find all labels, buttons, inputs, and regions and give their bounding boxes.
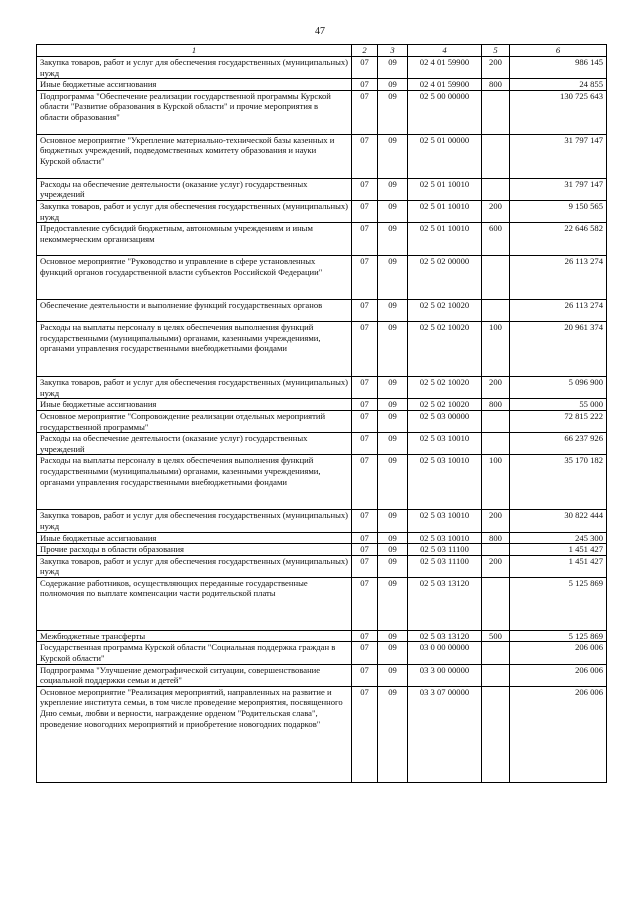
row-name: Основное мероприятие "Реализация мероприятий, направленных на развитие и укрепление института семьи, в том числе проведение мероприятия, посвященного Дню семьи, любви и верности, награждение орденом "Родительская слава", проведение новогодних мероприятий и приобретение новогодних подарков" — [37, 686, 352, 782]
row-expense-type — [482, 642, 510, 664]
row-name: Закупка товаров, работ и услуг для обеспечения государственных (муниципальных) нужд — [37, 510, 352, 532]
row-subsection: 09 — [378, 642, 408, 664]
row-amount: 206 006 — [510, 664, 607, 686]
row-name: Закупка товаров, работ и услуг для обеспечения государственных (муниципальных) нужд — [37, 57, 352, 79]
row-amount: 55 000 — [510, 399, 607, 411]
row-subsection: 09 — [378, 532, 408, 544]
row-target-article: 02 4 01 59900 — [408, 57, 482, 79]
table-row — [37, 410, 607, 432]
row-target-article: 02 5 03 11100 — [408, 555, 482, 577]
row-amount: 24 855 — [510, 79, 607, 91]
row-subsection: 09 — [378, 410, 408, 432]
row-subsection: 09 — [378, 200, 408, 222]
row-expense-type: 200 — [482, 200, 510, 222]
row-name: Иные бюджетные ассигнования — [37, 399, 352, 411]
table-row — [37, 433, 607, 455]
table-row — [37, 79, 607, 91]
row-section: 07 — [352, 178, 378, 200]
row-subsection: 09 — [378, 79, 408, 91]
row-subsection: 09 — [378, 555, 408, 577]
row-amount: 206 006 — [510, 642, 607, 664]
row-section: 07 — [352, 57, 378, 79]
row-expense-type — [482, 577, 510, 630]
row-section: 07 — [352, 630, 378, 642]
row-section: 07 — [352, 256, 378, 300]
row-section: 07 — [352, 686, 378, 782]
row-amount: 20 961 374 — [510, 322, 607, 377]
header-col-3: 3 — [378, 45, 408, 57]
row-expense-type: 500 — [482, 630, 510, 642]
table-row — [37, 90, 607, 134]
table-header-row — [37, 45, 607, 57]
row-subsection: 09 — [378, 256, 408, 300]
row-name: Расходы на обеспечение деятельности (оказание услуг) государственных учреждений — [37, 433, 352, 455]
table-row — [37, 178, 607, 200]
row-name: Закупка товаров, работ и услуг для обеспечения государственных (муниципальных) нужд — [37, 377, 352, 399]
row-expense-type — [482, 300, 510, 322]
row-name: Основное мероприятие "Руководство и управление в сфере установленных функций органов государственной власти субъектов Российской Федерации" — [37, 256, 352, 300]
row-expense-type: 200 — [482, 377, 510, 399]
row-section: 07 — [352, 90, 378, 134]
row-amount: 130 725 643 — [510, 90, 607, 134]
table-row — [37, 256, 607, 300]
row-amount: 5 125 869 — [510, 630, 607, 642]
row-name: Основное мероприятие "Укрепление материально-технической базы казенных и бюджетных учреждений, подведомственных комитету образования и науки Курской области" — [37, 134, 352, 178]
row-name: Иные бюджетные ассигнования — [37, 532, 352, 544]
row-section: 07 — [352, 577, 378, 630]
header-col-5: 5 — [482, 45, 510, 57]
row-name: Содержание работников, осуществляющих переданные государственные полномочия по выплате компенсации части родительской платы — [37, 577, 352, 630]
row-target-article: 02 5 02 10020 — [408, 399, 482, 411]
row-section: 07 — [352, 377, 378, 399]
table-row — [37, 455, 607, 510]
row-amount: 30 822 444 — [510, 510, 607, 532]
row-name: Подпрограмма "Обеспечение реализации государственной программы Курской области "Развитие образования в Курской области" и прочие мероприятия в области образования" — [37, 90, 352, 134]
row-name: Расходы на выплаты персоналу в целях обеспечения выполнения функций государственными (муниципальными) органами, казенными учреждениями, органами управления государственными внебюджетными фондами — [37, 322, 352, 377]
row-amount: 31 797 147 — [510, 178, 607, 200]
row-section: 07 — [352, 79, 378, 91]
row-amount: 986 145 — [510, 57, 607, 79]
table-row — [37, 510, 607, 532]
row-target-article: 02 5 03 11100 — [408, 544, 482, 556]
row-section: 07 — [352, 664, 378, 686]
row-subsection: 09 — [378, 223, 408, 256]
row-subsection: 09 — [378, 57, 408, 79]
row-subsection: 09 — [378, 577, 408, 630]
row-name: Межбюджетные трансферты — [37, 630, 352, 642]
row-amount: 1 451 427 — [510, 544, 607, 556]
row-target-article: 02 5 03 13120 — [408, 630, 482, 642]
row-target-article: 02 5 03 10010 — [408, 433, 482, 455]
row-name: Расходы на выплаты персоналу в целях обеспечения выполнения функций государственными (муниципальными) органами, казенными учреждениями, органами управления государственными внебюджетными фондами — [37, 455, 352, 510]
row-expense-type — [482, 664, 510, 686]
table-row — [37, 686, 607, 782]
row-target-article: 02 5 02 10020 — [408, 322, 482, 377]
row-target-article: 02 5 03 10010 — [408, 532, 482, 544]
row-expense-type: 800 — [482, 399, 510, 411]
row-target-article: 02 4 01 59900 — [408, 79, 482, 91]
row-expense-type: 200 — [482, 57, 510, 79]
row-target-article: 02 5 03 10010 — [408, 455, 482, 510]
row-subsection: 09 — [378, 399, 408, 411]
row-subsection: 09 — [378, 178, 408, 200]
table-row — [37, 300, 607, 322]
header-col-1: 1 — [37, 45, 352, 57]
row-amount: 9 150 565 — [510, 200, 607, 222]
row-expense-type: 600 — [482, 223, 510, 256]
header-col-2: 2 — [352, 45, 378, 57]
row-expense-type: 200 — [482, 555, 510, 577]
row-name: Подпрограмма "Улучшение демографической ситуации, совершенствование социальной поддержки семьи и детей" — [37, 664, 352, 686]
page-number: 47 — [315, 26, 325, 37]
row-subsection: 09 — [378, 90, 408, 134]
row-section: 07 — [352, 134, 378, 178]
row-amount: 66 237 926 — [510, 433, 607, 455]
row-expense-type — [482, 178, 510, 200]
row-subsection: 09 — [378, 664, 408, 686]
row-amount: 206 006 — [510, 686, 607, 782]
row-section: 07 — [352, 433, 378, 455]
table-row — [37, 322, 607, 377]
row-target-article: 03 3 07 00000 — [408, 686, 482, 782]
row-subsection: 09 — [378, 686, 408, 782]
row-name: Государственная программа Курской области "Социальная поддержка граждан в Курской области" — [37, 642, 352, 664]
row-target-article: 03 3 00 00000 — [408, 664, 482, 686]
row-amount: 72 815 222 — [510, 410, 607, 432]
row-name: Обеспечение деятельности и выполнение функций государственных органов — [37, 300, 352, 322]
row-expense-type — [482, 544, 510, 556]
row-target-article: 02 5 01 00000 — [408, 134, 482, 178]
row-amount: 26 113 274 — [510, 300, 607, 322]
row-target-article: 02 5 02 10020 — [408, 377, 482, 399]
row-amount: 5 125 869 — [510, 577, 607, 630]
table-row — [37, 399, 607, 411]
header-col-6: 6 — [510, 45, 607, 57]
row-subsection: 09 — [378, 134, 408, 178]
row-amount: 245 300 — [510, 532, 607, 544]
row-amount: 22 646 582 — [510, 223, 607, 256]
row-target-article: 02 5 03 13120 — [408, 577, 482, 630]
table-row — [37, 544, 607, 556]
row-name: Предоставление субсидий бюджетным, автономным учреждениям и иным некоммерческим организациям — [37, 223, 352, 256]
table-row — [37, 577, 607, 630]
row-target-article: 02 5 03 00000 — [408, 410, 482, 432]
table-row — [37, 630, 607, 642]
row-amount: 31 797 147 — [510, 134, 607, 178]
row-expense-type — [482, 90, 510, 134]
row-expense-type — [482, 410, 510, 432]
table-row — [37, 223, 607, 256]
row-amount: 5 096 900 — [510, 377, 607, 399]
row-target-article: 02 5 03 10010 — [408, 510, 482, 532]
row-subsection: 09 — [378, 300, 408, 322]
row-section: 07 — [352, 642, 378, 664]
row-amount: 1 451 427 — [510, 555, 607, 577]
row-target-article: 02 5 01 10010 — [408, 223, 482, 256]
row-amount: 26 113 274 — [510, 256, 607, 300]
row-section: 07 — [352, 555, 378, 577]
row-subsection: 09 — [378, 510, 408, 532]
row-section: 07 — [352, 300, 378, 322]
row-name: Расходы на обеспечение деятельности (оказание услуг) государственных учреждений — [37, 178, 352, 200]
table-row — [37, 642, 607, 664]
row-expense-type: 800 — [482, 79, 510, 91]
row-section: 07 — [352, 532, 378, 544]
row-expense-type — [482, 256, 510, 300]
row-subsection: 09 — [378, 322, 408, 377]
row-section: 07 — [352, 455, 378, 510]
row-section: 07 — [352, 223, 378, 256]
table-row — [37, 200, 607, 222]
header-col-4: 4 — [408, 45, 482, 57]
row-target-article: 02 5 01 10010 — [408, 200, 482, 222]
row-section: 07 — [352, 200, 378, 222]
row-target-article: 02 5 02 10020 — [408, 300, 482, 322]
row-expense-type: 200 — [482, 510, 510, 532]
row-subsection: 09 — [378, 630, 408, 642]
row-subsection: 09 — [378, 433, 408, 455]
row-subsection: 09 — [378, 544, 408, 556]
row-target-article: 02 5 01 10010 — [408, 178, 482, 200]
table-row — [37, 134, 607, 178]
row-section: 07 — [352, 322, 378, 377]
row-section: 07 — [352, 544, 378, 556]
row-section: 07 — [352, 399, 378, 411]
row-target-article: 02 5 02 00000 — [408, 256, 482, 300]
row-amount: 35 170 182 — [510, 455, 607, 510]
row-expense-type — [482, 433, 510, 455]
table-row — [37, 555, 607, 577]
row-name: Иные бюджетные ассигнования — [37, 79, 352, 91]
row-name: Закупка товаров, работ и услуг для обеспечения государственных (муниципальных) нужд — [37, 200, 352, 222]
row-target-article: 03 0 00 00000 — [408, 642, 482, 664]
row-section: 07 — [352, 410, 378, 432]
table-row — [37, 532, 607, 544]
row-subsection: 09 — [378, 455, 408, 510]
row-section: 07 — [352, 510, 378, 532]
row-expense-type: 800 — [482, 532, 510, 544]
budget-table — [36, 44, 607, 783]
row-expense-type — [482, 686, 510, 782]
table-row — [37, 57, 607, 79]
row-name: Закупка товаров, работ и услуг для обеспечения государственных (муниципальных) нужд — [37, 555, 352, 577]
row-expense-type: 100 — [482, 455, 510, 510]
row-subsection: 09 — [378, 377, 408, 399]
row-name: Прочие расходы в области образования — [37, 544, 352, 556]
table-row — [37, 377, 607, 399]
row-name: Основное мероприятие "Сопровождение реализации отдельных мероприятий государственной программы" — [37, 410, 352, 432]
row-expense-type — [482, 134, 510, 178]
row-expense-type: 100 — [482, 322, 510, 377]
table-row — [37, 664, 607, 686]
row-target-article: 02 5 00 00000 — [408, 90, 482, 134]
